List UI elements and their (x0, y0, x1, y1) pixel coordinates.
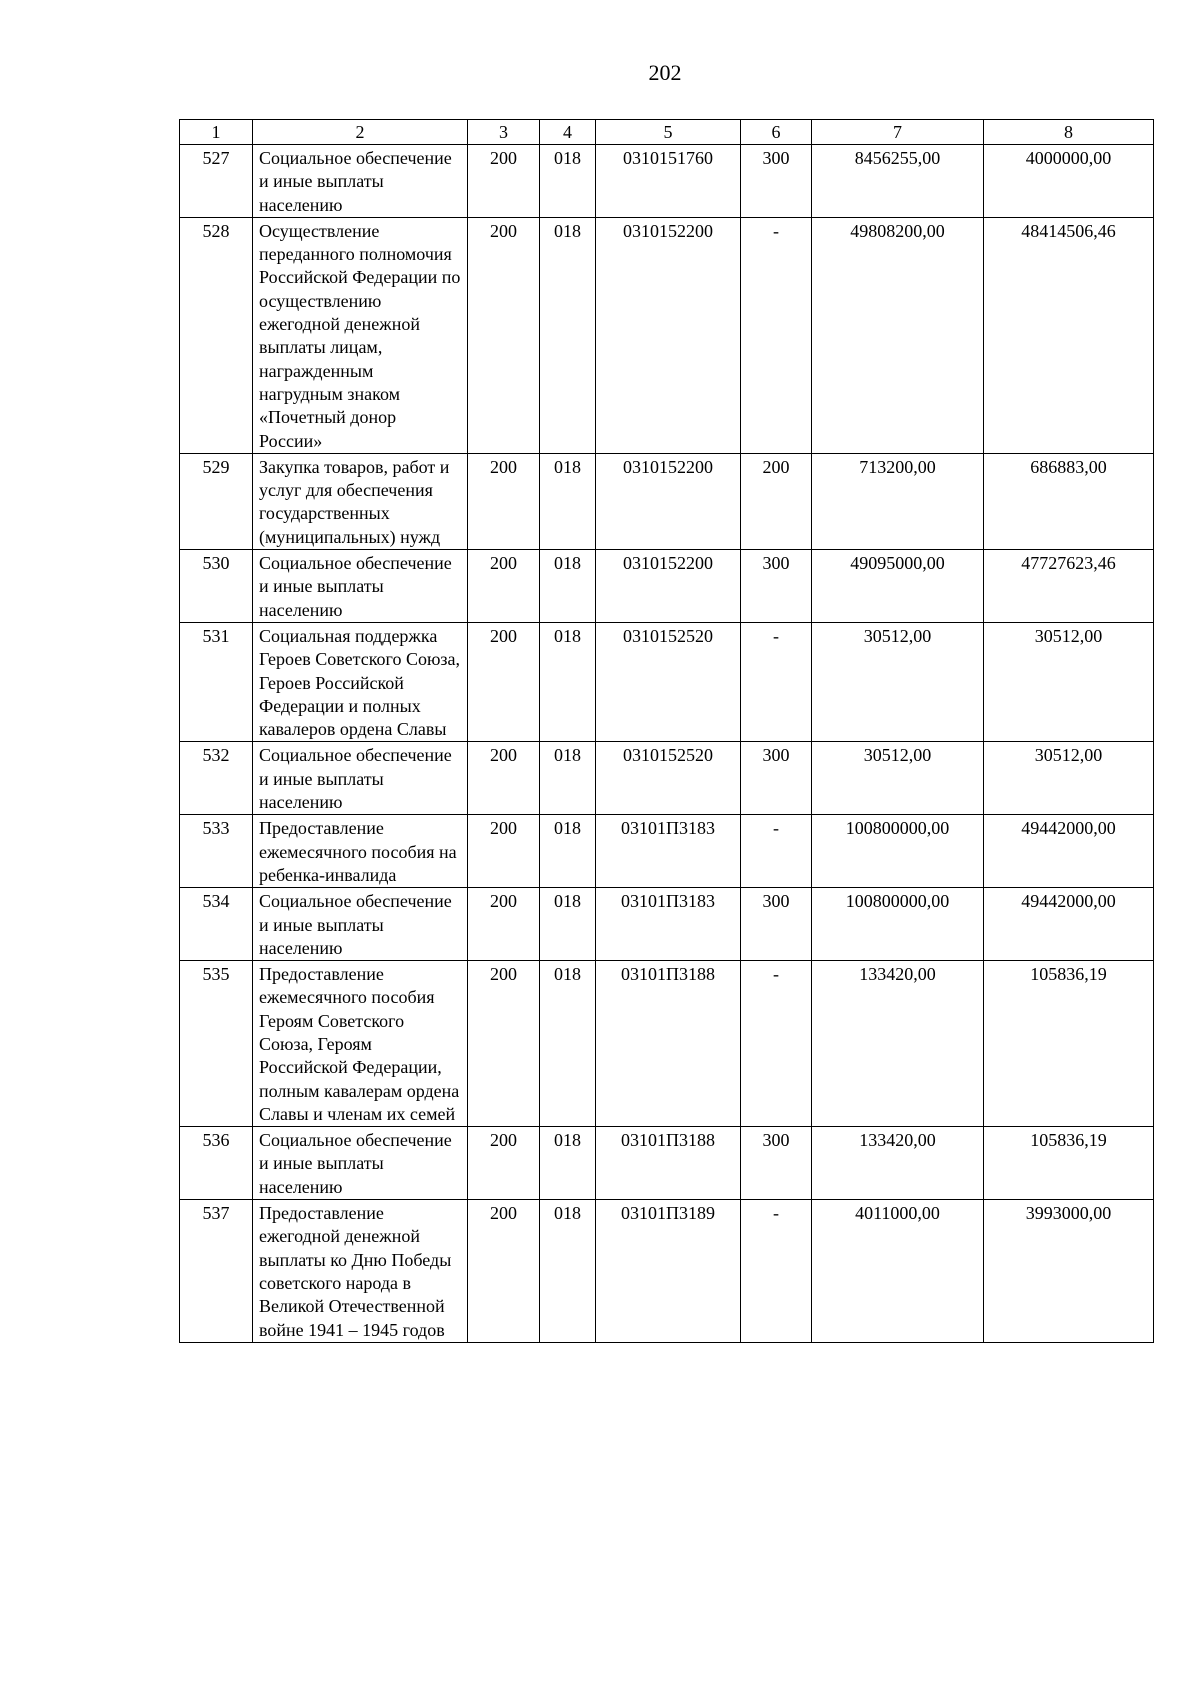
row-value-7: 49095000,00 (812, 550, 984, 623)
row-name: Социальное обеспечение и иные выплаты населению (253, 888, 468, 961)
row-value-7: 49808200,00 (812, 217, 984, 453)
row-name: Социальное обеспечение и иные выплаты населению (253, 550, 468, 623)
row-code: 03101П3183 (596, 888, 741, 961)
table-row (180, 888, 1154, 961)
row-value-8: 4000000,00 (984, 145, 1154, 218)
row-col3: 200 (468, 217, 540, 453)
row-col3: 200 (468, 961, 540, 1127)
row-number: 534 (180, 888, 253, 961)
column-header-2: 2 (253, 120, 468, 145)
row-name: Осуществление переданного полномочия Российской Федерации по осуществлению ежегодной денежной выплаты лицам, награжденным нагрудным знаком «Почетный донор России» (253, 217, 468, 453)
row-col3: 200 (468, 550, 540, 623)
row-col4: 018 (540, 550, 596, 623)
column-header-6: 6 (741, 120, 812, 145)
row-col4: 018 (540, 961, 596, 1127)
table-row (180, 1200, 1154, 1343)
table-row (180, 742, 1154, 815)
column-header-5: 5 (596, 120, 741, 145)
column-header-1: 1 (180, 120, 253, 145)
row-number: 537 (180, 1200, 253, 1343)
row-code: 0310151760 (596, 145, 741, 218)
row-value-8: 49442000,00 (984, 815, 1154, 888)
row-value-7: 4011000,00 (812, 1200, 984, 1343)
row-col3: 200 (468, 888, 540, 961)
row-type: 300 (741, 1127, 812, 1200)
row-col4: 018 (540, 888, 596, 961)
row-col3: 200 (468, 622, 540, 741)
row-value-7: 8456255,00 (812, 145, 984, 218)
row-type: 300 (741, 888, 812, 961)
table-row (180, 550, 1154, 623)
row-number: 532 (180, 742, 253, 815)
table-row (180, 1127, 1154, 1200)
row-col4: 018 (540, 145, 596, 218)
row-name: Предоставление ежемесячного пособия на ребенка-инвалида (253, 815, 468, 888)
row-number: 533 (180, 815, 253, 888)
row-value-7: 133420,00 (812, 961, 984, 1127)
row-value-8: 48414506,46 (984, 217, 1154, 453)
row-code: 03101П3189 (596, 1200, 741, 1343)
row-value-8: 105836,19 (984, 961, 1154, 1127)
row-col4: 018 (540, 217, 596, 453)
header-row (180, 120, 1154, 145)
row-number: 528 (180, 217, 253, 453)
row-number: 531 (180, 622, 253, 741)
row-value-7: 30512,00 (812, 622, 984, 741)
row-code: 03101П3188 (596, 961, 741, 1127)
row-code: 0310152200 (596, 550, 741, 623)
column-header-7: 7 (812, 120, 984, 145)
row-name: Социальная поддержка Героев Советского Союза, Героев Российской Федерации и полных кавалеров ордена Славы (253, 622, 468, 741)
row-code: 03101П3188 (596, 1127, 741, 1200)
row-name: Социальное обеспечение и иные выплаты населению (253, 145, 468, 218)
row-value-7: 713200,00 (812, 453, 984, 549)
row-name: Социальное обеспечение и иные выплаты населению (253, 1127, 468, 1200)
table-row (180, 217, 1154, 453)
page-number: 202 (648, 60, 682, 85)
row-value-8: 30512,00 (984, 742, 1154, 815)
row-value-8: 105836,19 (984, 1127, 1154, 1200)
row-type: - (741, 961, 812, 1127)
row-code: 0310152520 (596, 742, 741, 815)
row-code: 0310152200 (596, 217, 741, 453)
row-type: 300 (741, 145, 812, 218)
table-row (180, 622, 1154, 741)
row-name: Социальное обеспечение и иные выплаты населению (253, 742, 468, 815)
column-header-8: 8 (984, 120, 1154, 145)
row-value-8: 47727623,46 (984, 550, 1154, 623)
row-col3: 200 (468, 815, 540, 888)
budget-table (179, 119, 1154, 1343)
column-header-3: 3 (468, 120, 540, 145)
row-col3: 200 (468, 1200, 540, 1343)
column-header-4: 4 (540, 120, 596, 145)
row-type: - (741, 815, 812, 888)
row-col3: 200 (468, 145, 540, 218)
row-type: 300 (741, 742, 812, 815)
row-col3: 200 (468, 453, 540, 549)
row-value-7: 133420,00 (812, 1127, 984, 1200)
row-number: 529 (180, 453, 253, 549)
row-number: 536 (180, 1127, 253, 1200)
row-number: 530 (180, 550, 253, 623)
row-type: 300 (741, 550, 812, 623)
row-value-7: 100800000,00 (812, 815, 984, 888)
row-value-8: 30512,00 (984, 622, 1154, 741)
row-type: - (741, 622, 812, 741)
row-code: 03101П3183 (596, 815, 741, 888)
row-type: - (741, 1200, 812, 1343)
row-col4: 018 (540, 453, 596, 549)
row-col4: 018 (540, 1200, 596, 1343)
row-type: 200 (741, 453, 812, 549)
row-code: 0310152200 (596, 453, 741, 549)
row-number: 527 (180, 145, 253, 218)
row-value-8: 49442000,00 (984, 888, 1154, 961)
row-col3: 200 (468, 1127, 540, 1200)
row-col4: 018 (540, 622, 596, 741)
table-row (180, 145, 1154, 218)
row-value-7: 100800000,00 (812, 888, 984, 961)
row-col4: 018 (540, 742, 596, 815)
row-col3: 200 (468, 742, 540, 815)
row-value-7: 30512,00 (812, 742, 984, 815)
row-name: Предоставление ежемесячного пособия Героям Советского Союза, Героям Российской Федерации, полным кавалерам ордена Славы и членам их семей (253, 961, 468, 1127)
row-name: Предоставление ежегодной денежной выплаты ко Дню Победы советского народа в Великой Отечественной войне 1941 – 1945 годов (253, 1200, 468, 1343)
table-row (180, 453, 1154, 549)
row-value-8: 3993000,00 (984, 1200, 1154, 1343)
row-code: 0310152520 (596, 622, 741, 741)
row-type: - (741, 217, 812, 453)
row-col4: 018 (540, 815, 596, 888)
row-name: Закупка товаров, работ и услуг для обеспечения государственных (муниципальных) нужд (253, 453, 468, 549)
row-col4: 018 (540, 1127, 596, 1200)
row-number: 535 (180, 961, 253, 1127)
table-row (180, 961, 1154, 1127)
table-row (180, 815, 1154, 888)
row-value-8: 686883,00 (984, 453, 1154, 549)
